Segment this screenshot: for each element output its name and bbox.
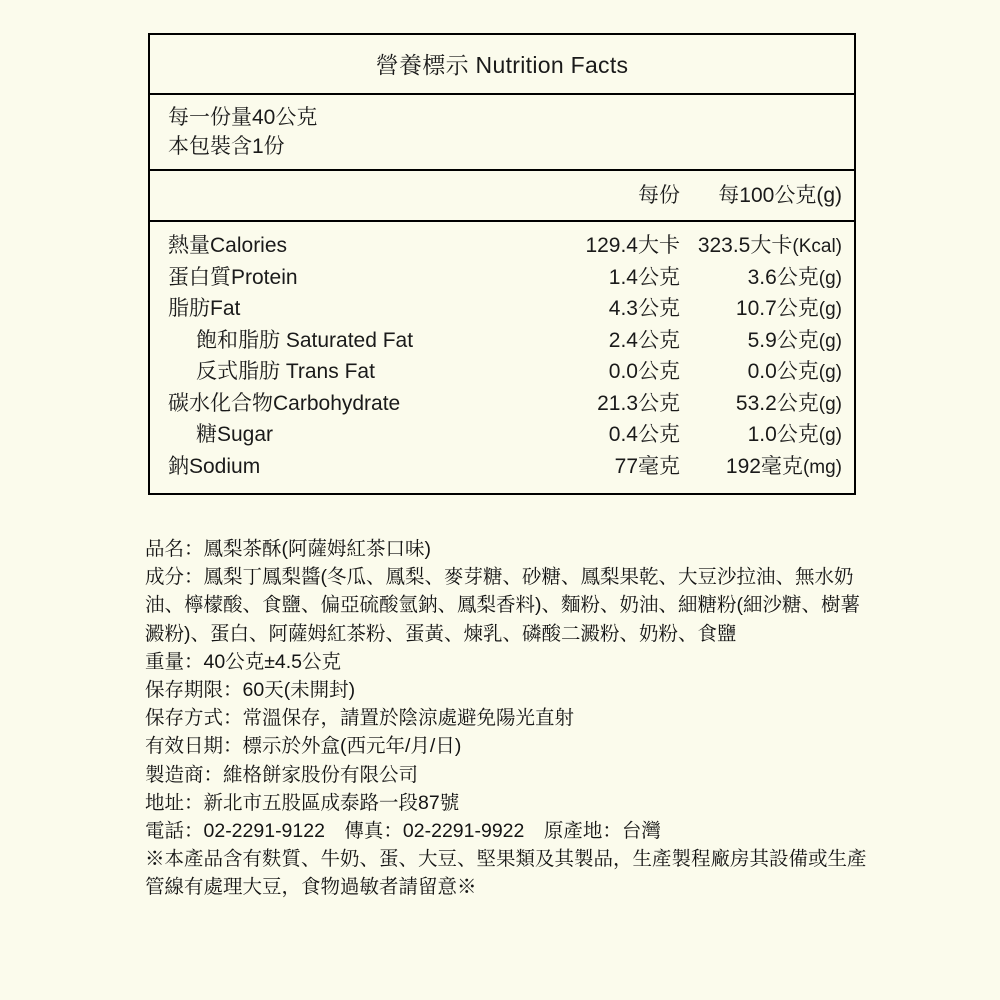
nutrient-per-serving: 0.0公克 [608, 360, 680, 383]
nutrient-per-100g-value: 10.7公克 [735, 297, 819, 320]
serving-size: 每一份量40公克 [168, 106, 318, 129]
table-row [150, 452, 854, 484]
product-info-block [145, 535, 885, 902]
nutrient-per-serving: 77毫克 [614, 454, 680, 478]
nutrient-per-serving: 129.4大卡 [585, 234, 680, 257]
nutrient-per-100g-value: 1.0公克 [747, 423, 819, 446]
product-contact: 電話：02-2291-9122 傳真：02-2291-9922 原產地：台灣 [145, 820, 661, 843]
table-column-headers [150, 171, 854, 222]
nutrient-per-100g-value: 53.2公克 [735, 391, 819, 415]
product-shelf-life: 保存期限：60天(未開封) [145, 679, 356, 702]
table-row [150, 357, 854, 389]
nutrient-per-100g [680, 263, 854, 295]
table-row [150, 263, 854, 295]
nutrient-per-100g [680, 326, 854, 358]
nutrient-unit: (g) [818, 267, 842, 289]
nutrient-name: 糖Sugar [196, 423, 274, 446]
table-row [150, 294, 854, 326]
nutrient-name: 脂肪Fat [168, 297, 241, 320]
column-header-per-100g: 每100公克(g) [718, 184, 842, 207]
nutrient-per-serving: 21.3公克 [597, 391, 680, 415]
product-manufacturer: 製造商：維格餅家股份有限公司 [145, 763, 419, 786]
nutrition-rows [150, 222, 854, 493]
nutrient-unit: (g) [818, 393, 842, 415]
column-header-nutrient [150, 183, 502, 209]
table-row [150, 420, 854, 452]
allergen-notice: ※本產品含有麩質、牛奶、蛋、大豆、堅果類及其製品，生產製程廠房其設備或生產管線有處理大豆，食物過敏者請留意※ [145, 848, 867, 899]
table-row [150, 326, 854, 358]
product-storage: 保存方式：常溫保存，請置於陰涼處避免陽光直射 [145, 707, 575, 730]
nutrient-name: 鈉Sodium [168, 454, 261, 478]
nutrient-per-serving: 1.4公克 [608, 265, 680, 289]
nutrient-per-100g-value: 0.0公克 [747, 360, 819, 383]
nutrient-per-serving: 4.3公克 [608, 297, 680, 320]
product-name: 品名：鳳梨茶酥(阿薩姆紅茶口味) [145, 538, 431, 560]
nutrient-unit: (g) [818, 362, 842, 383]
nutrient-name: 碳水化合物Carbohydrate [168, 391, 401, 415]
nutrient-name: 飽和脂肪 Saturated Fat [196, 328, 414, 352]
nutrient-per-100g-value: 323.5大卡 [697, 234, 793, 257]
product-address: 地址：新北市五股區成泰路一段87號 [145, 791, 460, 814]
nutrient-unit: (g) [818, 425, 842, 446]
nutrient-unit: (mg) [802, 456, 842, 478]
nutrient-per-serving: 2.4公克 [608, 328, 680, 352]
nutrient-unit: (g) [818, 299, 842, 320]
column-header-per-serving: 每份 [638, 184, 680, 207]
nutrient-per-100g [680, 357, 854, 389]
nutrient-per-100g-value: 192毫克 [725, 454, 803, 478]
nutrient-name: 蛋白質Protein [168, 265, 298, 289]
nutrient-unit: (g) [818, 330, 842, 352]
nutrient-name: 反式脂肪 Trans Fat [196, 360, 375, 383]
nutrient-per-100g-value: 3.6公克 [747, 265, 819, 289]
nutrient-per-100g [680, 389, 854, 421]
product-expiry: 有效日期：標示於外盒(西元年/月/日) [145, 735, 462, 758]
nutrient-per-100g [680, 231, 854, 263]
product-ingredients: 成分：鳳梨丁鳳梨醬(冬瓜、鳳梨、麥芽糖、砂糖、鳳梨果乾、大豆沙拉油、無水奶油、檸檬酸、食鹽、偏亞硫酸氫鈉、鳳梨香料)、麵粉、奶油、細糖粉(細沙糖、樹薯澱粉)、蛋白、阿薩姆紅茶粉、蛋黃、煉乳、磷酸二澱粉、奶粉、食鹽 [145, 566, 860, 645]
nutrient-per-100g [680, 294, 854, 326]
nutrient-unit: (Kcal) [792, 236, 842, 257]
nutrition-facts-title: 營養標示 Nutrition Facts [150, 35, 854, 95]
nutrient-per-100g [680, 420, 854, 452]
nutrient-per-serving: 0.4公克 [608, 423, 680, 446]
nutrition-facts-table [148, 33, 856, 495]
nutrient-per-100g-value: 5.9公克 [747, 328, 819, 352]
product-weight: 重量：40公克±4.5公克 [145, 650, 341, 673]
servings-per-pack: 本包裝含1份 [168, 135, 285, 158]
serving-info [150, 95, 854, 171]
nutrient-name: 熱量Calories [168, 234, 288, 257]
table-row [150, 389, 854, 421]
nutrient-per-100g [680, 452, 854, 484]
table-row [150, 231, 854, 263]
